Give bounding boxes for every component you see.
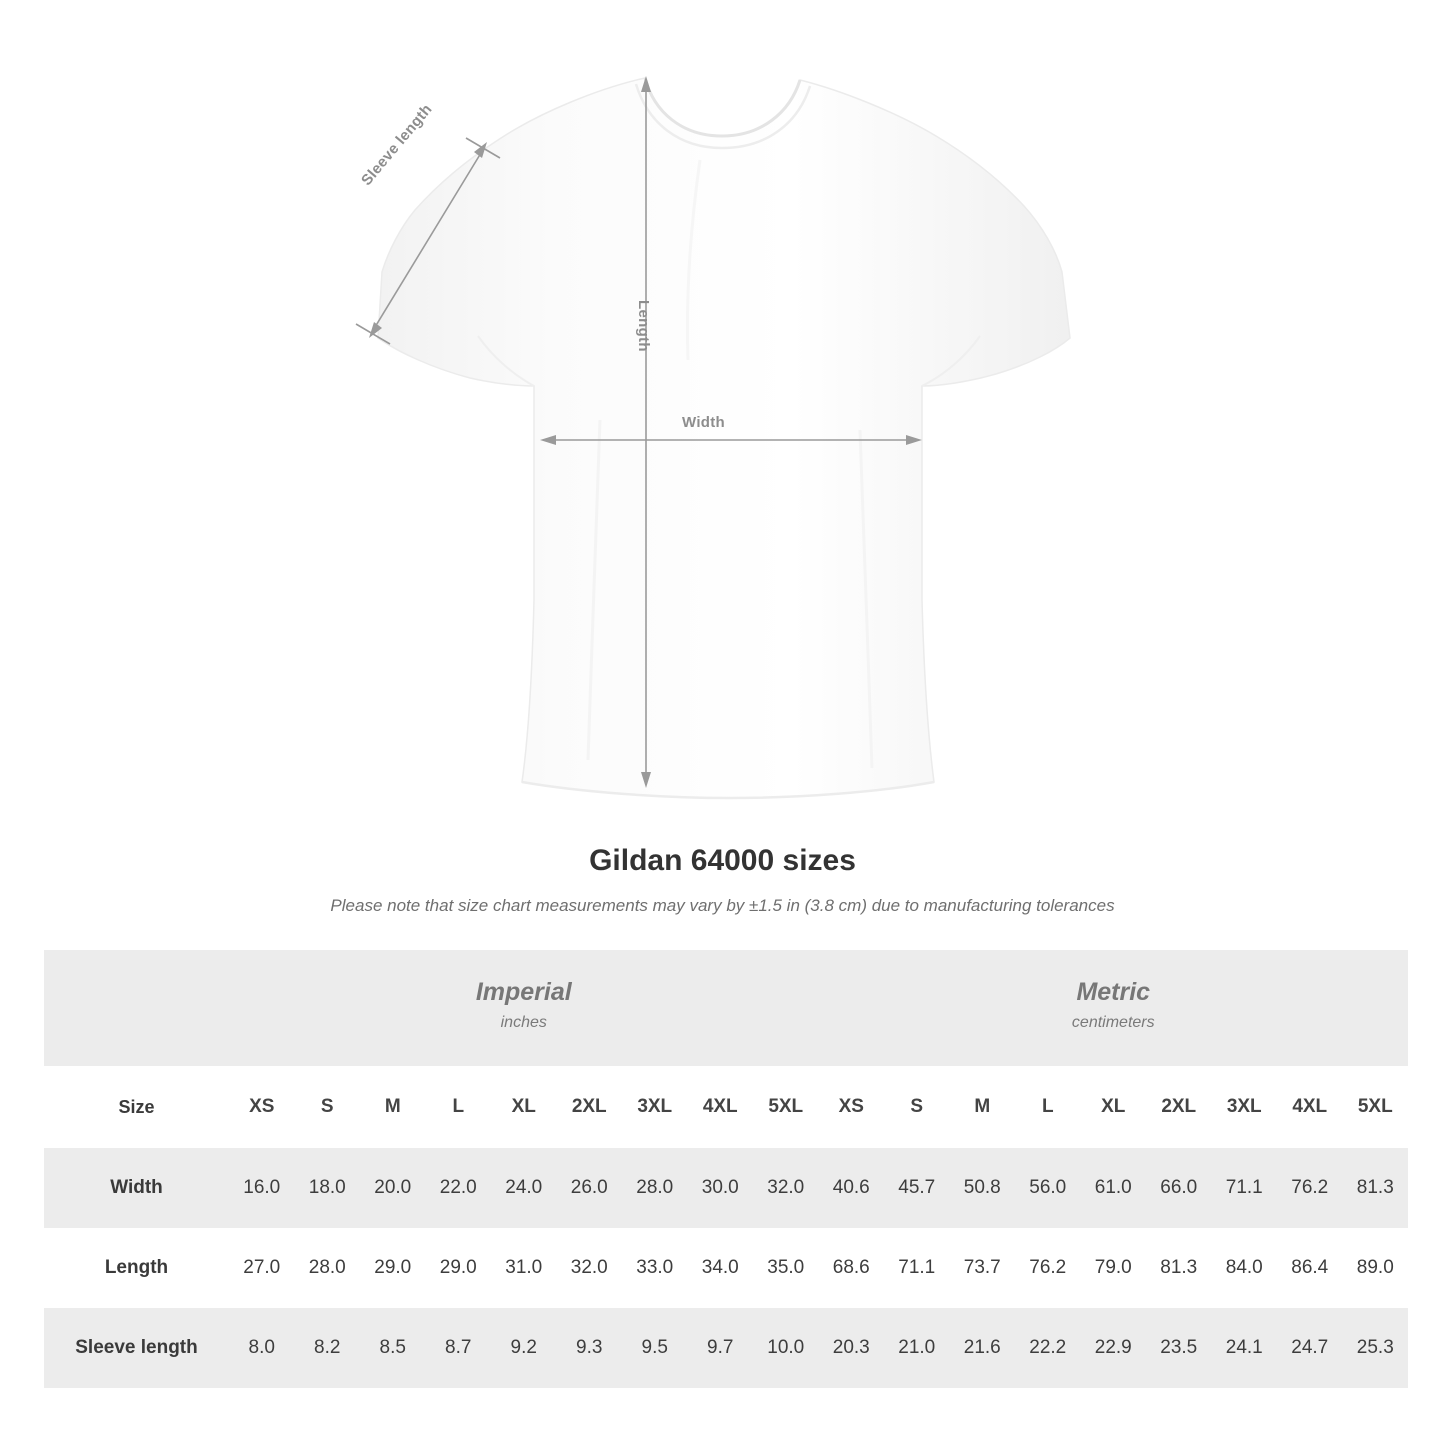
cell: 8.0: [229, 1308, 295, 1388]
size-header-cell: 5XL: [1357, 1096, 1393, 1117]
cell: 9.2: [491, 1308, 557, 1388]
width-label: Width: [682, 414, 726, 431]
cell: 50.8: [950, 1148, 1016, 1228]
size-header-label: Size: [118, 1096, 155, 1117]
size-table: [44, 950, 1408, 1388]
cell: 24.7: [1277, 1308, 1343, 1388]
page-title: Gildan 64000 sizes: [589, 844, 856, 877]
cell: 35.0: [753, 1228, 819, 1308]
cell: 9.5: [622, 1308, 688, 1388]
cell: 16.0: [229, 1148, 295, 1228]
size-header-row: [44, 1066, 1408, 1148]
cell: 20.3: [819, 1308, 885, 1388]
cell: 24.1: [1212, 1308, 1278, 1388]
cell: 20.0: [360, 1148, 426, 1228]
cell: 29.0: [426, 1228, 492, 1308]
cell: 22.0: [426, 1148, 492, 1228]
row-label-width: Width: [44, 1148, 229, 1228]
cell: 34.0: [688, 1228, 754, 1308]
cell: 8.5: [360, 1308, 426, 1388]
cell: 40.6: [819, 1148, 885, 1228]
unit-sub-metric: centimeters: [1071, 1014, 1155, 1032]
cell: 30.0: [688, 1148, 754, 1228]
size-header-cell: 2XL: [1161, 1096, 1197, 1117]
cell: 81.3: [1146, 1228, 1212, 1308]
table-row: [44, 1308, 1408, 1388]
size-header-cell: S: [320, 1096, 334, 1117]
cell: 22.2: [1015, 1308, 1081, 1388]
cell: 8.7: [426, 1308, 492, 1388]
cell: 10.0: [753, 1308, 819, 1388]
unit-header-row: [44, 950, 1408, 1066]
cell: 9.3: [557, 1308, 623, 1388]
row-label-sleeve-length: Sleeve length: [44, 1308, 229, 1388]
cell: 71.1: [884, 1228, 950, 1308]
tshirt-shape: [378, 78, 1070, 798]
table-row: [44, 1228, 1408, 1308]
size-header-cell: 2XL: [571, 1096, 607, 1117]
cell: 45.7: [884, 1148, 950, 1228]
cell: 76.2: [1015, 1228, 1081, 1308]
cell: 21.6: [950, 1308, 1016, 1388]
size-header-cell: L: [1041, 1096, 1054, 1117]
sleeve-length-label: Sleeve length: [358, 100, 436, 189]
size-header-cell: 4XL: [702, 1096, 738, 1117]
cell: 56.0: [1015, 1148, 1081, 1228]
cell: 25.3: [1343, 1308, 1409, 1388]
tolerance-note: Please note that size chart measurements may vary by ±1.5 in (3.8 cm) due to manufacturing tolerances: [330, 896, 1115, 915]
cell: 29.0: [360, 1228, 426, 1308]
cell: 76.2: [1277, 1148, 1343, 1228]
unit-header-spacer: [44, 950, 229, 1066]
cell: 21.0: [884, 1308, 950, 1388]
unit-header-metric: [819, 950, 1409, 1066]
cell: 33.0: [622, 1228, 688, 1308]
size-header-cell: 3XL: [1226, 1096, 1262, 1117]
cell: 28.0: [295, 1228, 361, 1308]
unit-name-imperial: Imperial: [475, 978, 572, 1007]
cell: 68.6: [819, 1228, 885, 1308]
unit-name-metric: Metric: [1076, 978, 1151, 1007]
cell: 71.1: [1212, 1148, 1278, 1228]
size-chart: [44, 950, 1401, 1388]
size-header-cell: M: [384, 1096, 401, 1117]
cell: 28.0: [622, 1148, 688, 1228]
cell: 79.0: [1081, 1228, 1147, 1308]
table-row: [44, 1148, 1408, 1228]
size-header-cell: M: [974, 1096, 991, 1117]
size-header-cell: XS: [838, 1096, 864, 1117]
cell: 86.4: [1277, 1228, 1343, 1308]
cell: 73.7: [950, 1228, 1016, 1308]
cell: 61.0: [1081, 1148, 1147, 1228]
size-header-cell: S: [910, 1096, 924, 1117]
cell: 31.0: [491, 1228, 557, 1308]
cell: 84.0: [1212, 1228, 1278, 1308]
size-header-cell: 5XL: [768, 1096, 804, 1117]
cell: 32.0: [753, 1148, 819, 1228]
cell: 32.0: [557, 1228, 623, 1308]
cell: 27.0: [229, 1228, 295, 1308]
cell: 22.9: [1081, 1308, 1147, 1388]
cell: 8.2: [295, 1308, 361, 1388]
cell: 24.0: [491, 1148, 557, 1228]
size-header-cell: XL: [511, 1096, 536, 1117]
size-header-cell: L: [452, 1096, 465, 1117]
cell: 89.0: [1343, 1228, 1409, 1308]
cell: 18.0: [295, 1148, 361, 1228]
length-label: Length: [635, 300, 652, 352]
cell: 81.3: [1343, 1148, 1409, 1228]
cell: 9.7: [688, 1308, 754, 1388]
row-label-length: Length: [44, 1228, 229, 1308]
size-header-cell: XS: [249, 1096, 275, 1117]
size-header-cell: XL: [1101, 1096, 1126, 1117]
size-header-cell: 4XL: [1292, 1096, 1328, 1117]
cell: 26.0: [557, 1148, 623, 1228]
cell: 66.0: [1146, 1148, 1212, 1228]
size-header-cell: 3XL: [637, 1096, 673, 1117]
cell: 23.5: [1146, 1308, 1212, 1388]
unit-sub-imperial: inches: [500, 1014, 547, 1032]
unit-header-imperial: [229, 950, 819, 1066]
